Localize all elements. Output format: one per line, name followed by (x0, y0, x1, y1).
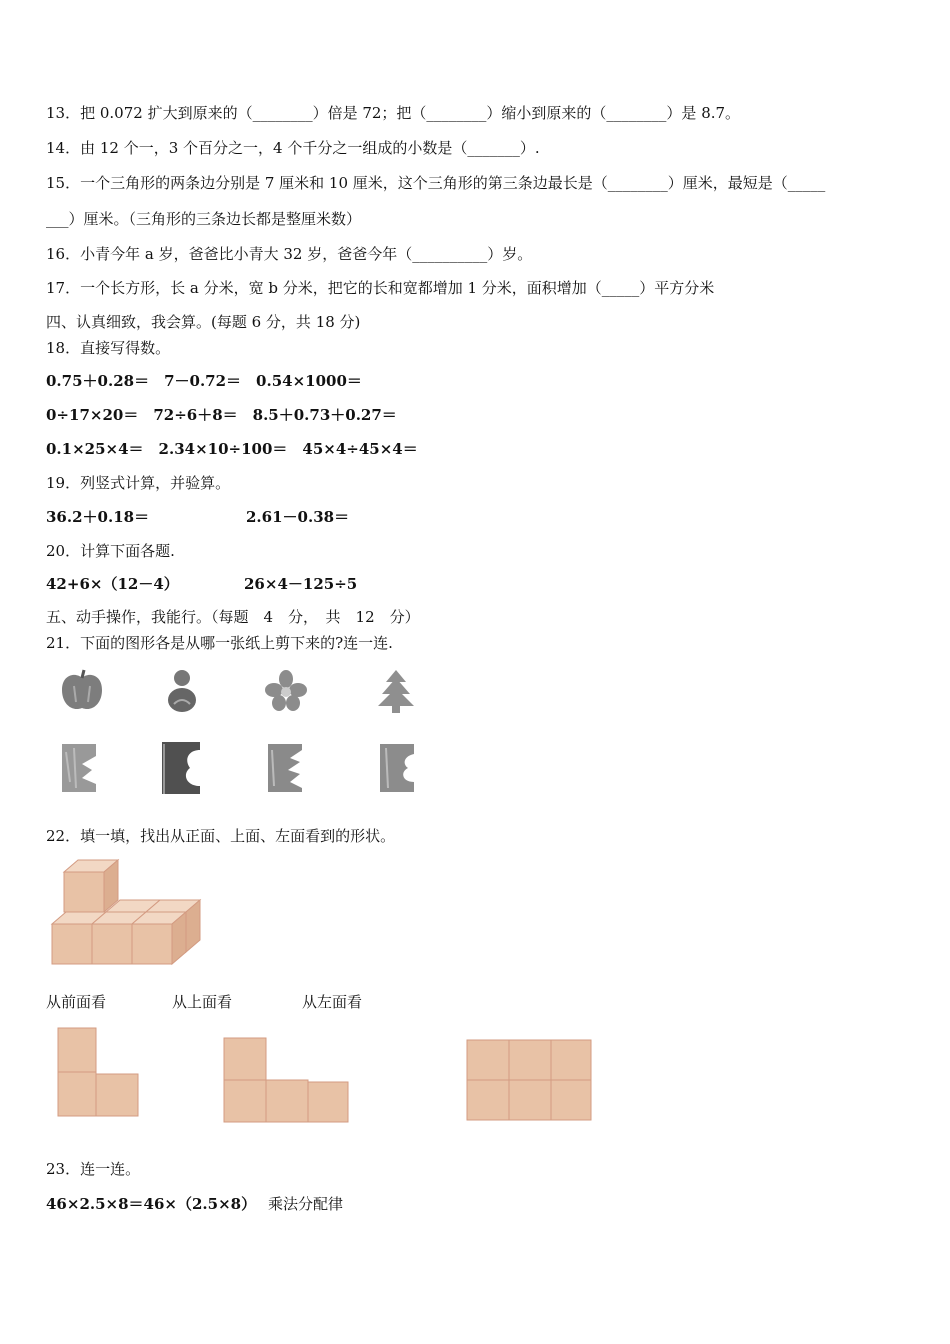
cube-stack-figure (50, 856, 206, 968)
question-18-row1: 0.75＋0.28＝ 7－0.72＝ 0.54×1000＝ (46, 372, 362, 390)
question-16: 16．小青今年 a 岁，爸爸比小青大 32 岁，爸爸今年（__________）岁。 (46, 245, 533, 263)
question-19-expr-b: 2.61－0.38＝ (246, 508, 350, 526)
question-18-row2: 0÷17×20＝ 72÷6＋8＝ 8.5＋0.73＋0.27＝ (46, 406, 397, 424)
question-23: 23．连一连。 (46, 1160, 141, 1178)
view-label-left: 从左面看 (302, 993, 363, 1011)
cut-shape-tree (376, 668, 416, 714)
question-14: 14．由 12 个一，3 个百分之一，4 个千分之一组成的小数是（_______）. (46, 139, 540, 157)
question-20-expr-a: 42+6×（12－4） (46, 575, 179, 593)
paper-sheet-1 (60, 742, 100, 794)
question-19-expr-a: 36.2＋0.18＝ (46, 508, 150, 526)
section-4-heading: 四、认真细致，我会算。(每题 6 分，共 18 分) (46, 313, 361, 331)
view-label-top: 从上面看 (172, 993, 233, 1011)
question-13: 13．把 0.072 扩大到原来的（________）倍是 72；把（________）缩小到原来的（________）是 8.7。 (46, 104, 741, 122)
view-label-front: 从前面看 (46, 993, 107, 1011)
paper-sheet-4 (378, 742, 418, 794)
question-20-expr-b: 26×4－125÷5 (244, 575, 358, 593)
cut-shape-gourd (164, 666, 200, 714)
question-22: 22．填一填，找出从正面、上面、左面看到的形状。 (46, 827, 396, 845)
section-5-heading: 五、动手操作，我能行。（每题 4 分， 共 12 分） (46, 608, 420, 626)
cut-shape-apple (58, 668, 106, 714)
paper-sheet-2 (160, 740, 204, 796)
view-shape-b (222, 1036, 352, 1124)
cut-shape-flower (264, 670, 308, 712)
question-18: 18．直接写得数。 (46, 339, 171, 357)
question-17: 17．一个长方形，长 a 分米，宽 b 分米，把它的长和宽都增加 1 分米，面积增加（_____）平方分米 (46, 279, 715, 297)
question-15-line1: 15．一个三角形的两条边分别是 7 厘米和 10 厘米，这个三角形的第三条边最长是（________）厘米，最短是（_____ (46, 174, 826, 192)
question-18-row3: 0.1×25×4＝ 2.34×10÷100＝ 45×4÷45×4＝ (46, 440, 418, 458)
question-20: 20．计算下面各题. (46, 542, 175, 560)
question-21: 21．下面的图形各是从哪一张纸上剪下来的?连一连. (46, 634, 393, 652)
question-15-line2: ___）厘米。（三角形的三条边长都是整厘米数） (46, 210, 362, 228)
view-shape-a (56, 1026, 142, 1120)
view-shape-c (465, 1038, 595, 1124)
question-19: 19．列竖式计算，并验算。 (46, 474, 231, 492)
paper-sheet-3 (266, 742, 306, 794)
question-23-expr: 46×2.5×8＝46×（2.5×8） (46, 1195, 257, 1213)
question-23-law: 乘法分配律 (268, 1195, 344, 1213)
